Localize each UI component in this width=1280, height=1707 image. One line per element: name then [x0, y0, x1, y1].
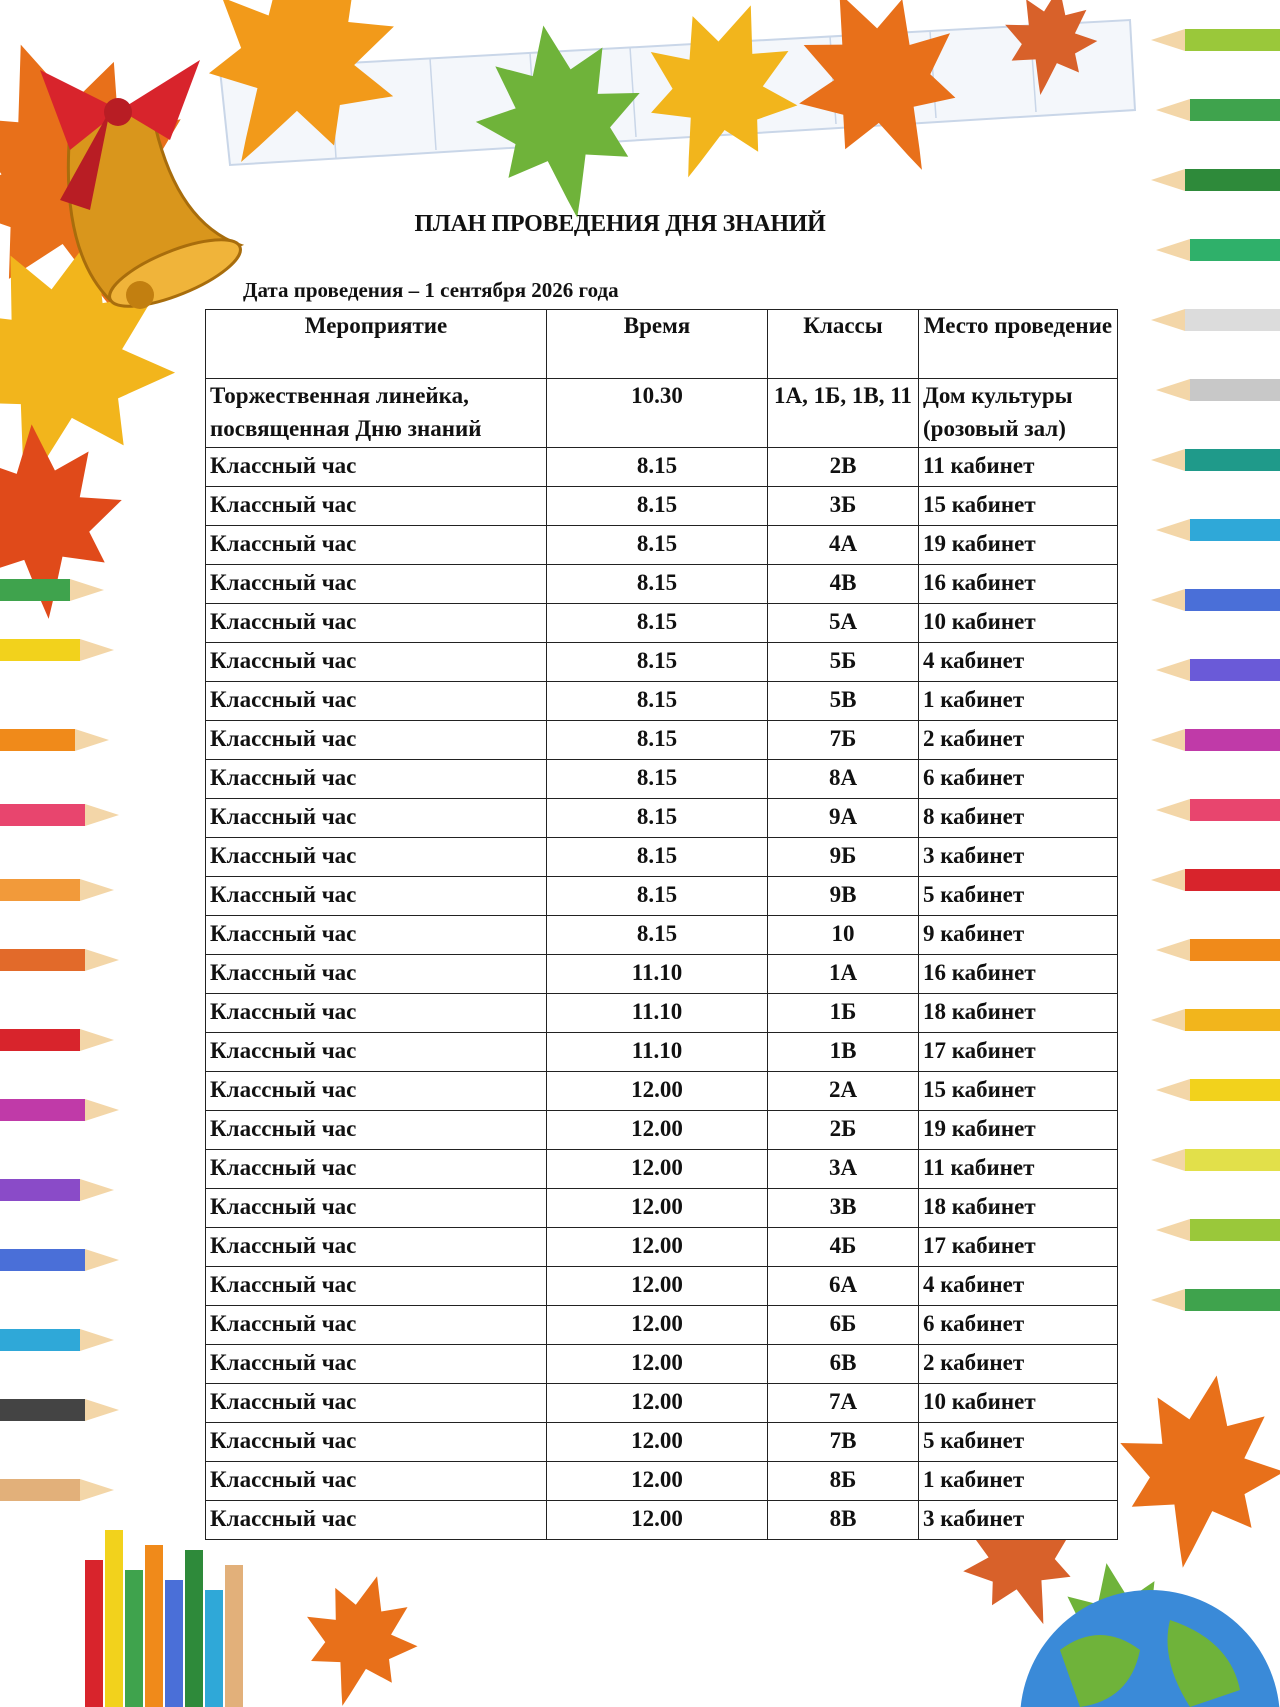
cell-event: Торжественная линейка, посвященная Дню знаний — [206, 379, 547, 448]
cell-classes: 2В — [768, 448, 919, 487]
cell-event: Классный час — [206, 1228, 547, 1267]
cell-place: 10 кабинет — [919, 604, 1118, 643]
cell-place: 19 кабинет — [919, 1111, 1118, 1150]
cell-time: 8.15 — [547, 526, 768, 565]
table-row — [206, 682, 1118, 721]
cell-classes: 2А — [768, 1072, 919, 1111]
cell-time: 11.10 — [547, 994, 768, 1033]
cell-classes: 8Б — [768, 1462, 919, 1501]
table-row — [206, 448, 1118, 487]
cell-classes: 5Б — [768, 643, 919, 682]
cell-place: 16 кабинет — [919, 955, 1118, 994]
cell-time: 8.15 — [547, 916, 768, 955]
table-row — [206, 1267, 1118, 1306]
cell-event: Классный час — [206, 526, 547, 565]
cell-classes: 3В — [768, 1189, 919, 1228]
cell-event: Классный час — [206, 1189, 547, 1228]
cell-place: 1 кабинет — [919, 1462, 1118, 1501]
table-row — [206, 1501, 1118, 1540]
table-row — [206, 643, 1118, 682]
cell-place: 6 кабинет — [919, 1306, 1118, 1345]
table-row — [206, 799, 1118, 838]
cell-time: 8.15 — [547, 877, 768, 916]
table-row — [206, 1150, 1118, 1189]
cell-classes: 2Б — [768, 1111, 919, 1150]
table-row — [206, 994, 1118, 1033]
cell-place: 15 кабинет — [919, 1072, 1118, 1111]
cell-event: Классный час — [206, 1267, 547, 1306]
cell-event: Классный час — [206, 877, 547, 916]
cell-event: Классный час — [206, 1033, 547, 1072]
cell-place: 2 кабинет — [919, 1345, 1118, 1384]
cell-event: Классный час — [206, 916, 547, 955]
cell-place: 5 кабинет — [919, 1423, 1118, 1462]
event-date: Дата проведения – 1 сентября 2026 года — [243, 278, 619, 302]
cell-place: 3 кабинет — [919, 838, 1118, 877]
cell-event: Классный час — [206, 1306, 547, 1345]
cell-event: Классный час — [206, 604, 547, 643]
table-row — [206, 526, 1118, 565]
cell-classes: 9Б — [768, 838, 919, 877]
cell-time: 12.00 — [547, 1228, 768, 1267]
cell-time: 12.00 — [547, 1462, 768, 1501]
cell-place: 3 кабинет — [919, 1501, 1118, 1540]
cell-time: 12.00 — [547, 1267, 768, 1306]
cell-place: 11 кабинет — [919, 448, 1118, 487]
cell-place: 9 кабинет — [919, 916, 1118, 955]
table-row — [206, 1072, 1118, 1111]
cell-event: Классный час — [206, 487, 547, 526]
cell-time: 12.00 — [547, 1189, 768, 1228]
header-classes: Классы — [768, 310, 919, 379]
table-row — [206, 760, 1118, 799]
cell-classes: 6Б — [768, 1306, 919, 1345]
cell-classes: 7В — [768, 1423, 919, 1462]
cell-classes: 3А — [768, 1150, 919, 1189]
cell-classes: 4Б — [768, 1228, 919, 1267]
cell-place: 11 кабинет — [919, 1150, 1118, 1189]
table-row — [206, 1189, 1118, 1228]
schedule-table — [205, 309, 1118, 1540]
cell-time: 12.00 — [547, 1150, 768, 1189]
cell-event: Классный час — [206, 1150, 547, 1189]
cell-place: 1 кабинет — [919, 682, 1118, 721]
cell-time: 12.00 — [547, 1501, 768, 1540]
cell-time: 10.30 — [547, 379, 768, 448]
cell-time: 12.00 — [547, 1345, 768, 1384]
cell-event: Классный час — [206, 1423, 547, 1462]
cell-event: Классный час — [206, 721, 547, 760]
table-row — [206, 604, 1118, 643]
cell-event: Классный час — [206, 643, 547, 682]
table-row — [206, 1111, 1118, 1150]
cell-time: 12.00 — [547, 1423, 768, 1462]
cell-time: 12.00 — [547, 1111, 768, 1150]
cell-place: 17 кабинет — [919, 1228, 1118, 1267]
cell-time: 8.15 — [547, 565, 768, 604]
cell-place: 4 кабинет — [919, 1267, 1118, 1306]
cell-time: 8.15 — [547, 487, 768, 526]
cell-classes: 7Б — [768, 721, 919, 760]
header-event: Мероприятие — [206, 310, 547, 379]
cell-classes: 5В — [768, 682, 919, 721]
cell-event: Классный час — [206, 1072, 547, 1111]
globe-icon — [1020, 1590, 1280, 1707]
cell-place: 8 кабинет — [919, 799, 1118, 838]
table-row — [206, 565, 1118, 604]
table-row — [206, 1228, 1118, 1267]
cell-classes: 4В — [768, 565, 919, 604]
cell-classes: 3Б — [768, 487, 919, 526]
cell-place: 18 кабинет — [919, 1189, 1118, 1228]
cell-place: 17 кабинет — [919, 1033, 1118, 1072]
table-header-row — [206, 310, 1118, 379]
cell-classes: 9В — [768, 877, 919, 916]
cell-time: 12.00 — [547, 1384, 768, 1423]
cell-classes: 7А — [768, 1384, 919, 1423]
cell-classes: 5А — [768, 604, 919, 643]
cell-event: Классный час — [206, 682, 547, 721]
cell-classes: 6В — [768, 1345, 919, 1384]
table-row — [206, 487, 1118, 526]
cell-event: Классный час — [206, 1384, 547, 1423]
cell-place: 2 кабинет — [919, 721, 1118, 760]
pencil-icon — [0, 579, 119, 1501]
table-row — [206, 838, 1118, 877]
cell-classes: 6А — [768, 1267, 919, 1306]
cell-place: 16 кабинет — [919, 565, 1118, 604]
table-row — [206, 955, 1118, 994]
table-row — [206, 1033, 1118, 1072]
header-place: Место проведение — [919, 310, 1118, 379]
cell-time: 8.15 — [547, 682, 768, 721]
cell-event: Классный час — [206, 955, 547, 994]
table-row — [206, 1384, 1118, 1423]
cell-classes: 8В — [768, 1501, 919, 1540]
cell-event: Классный час — [206, 994, 547, 1033]
cell-event: Классный час — [206, 760, 547, 799]
cell-classes: 8А — [768, 760, 919, 799]
cell-place: Дом культуры (розовый зал) — [919, 379, 1118, 448]
cell-event: Классный час — [206, 448, 547, 487]
cell-time: 8.15 — [547, 721, 768, 760]
cell-classes: 1А, 1Б, 1В, 11 — [768, 379, 919, 448]
cell-place: 18 кабинет — [919, 994, 1118, 1033]
table-row — [206, 877, 1118, 916]
cell-time: 8.15 — [547, 838, 768, 877]
cell-event: Классный час — [206, 838, 547, 877]
cell-time: 8.15 — [547, 643, 768, 682]
cell-event: Классный час — [206, 1111, 547, 1150]
table-row — [206, 1423, 1118, 1462]
cell-event: Классный час — [206, 565, 547, 604]
cell-classes: 1А — [768, 955, 919, 994]
cell-classes: 9А — [768, 799, 919, 838]
table-row — [206, 916, 1118, 955]
cell-classes: 4А — [768, 526, 919, 565]
page-title: ПЛАН ПРОВЕДЕНИЯ ДНЯ ЗНАНИЙ — [414, 211, 826, 237]
cell-time: 8.15 — [547, 799, 768, 838]
cell-place: 4 кабинет — [919, 643, 1118, 682]
cell-time: 11.10 — [547, 1033, 768, 1072]
table-row — [206, 379, 1118, 448]
cell-place: 6 кабинет — [919, 760, 1118, 799]
cell-classes: 1Б — [768, 994, 919, 1033]
table-row — [206, 1345, 1118, 1384]
table-row — [206, 721, 1118, 760]
cell-place: 15 кабинет — [919, 487, 1118, 526]
cell-place: 19 кабинет — [919, 526, 1118, 565]
cell-time: 12.00 — [547, 1072, 768, 1111]
cell-event: Классный час — [206, 1462, 547, 1501]
cell-time: 8.15 — [547, 760, 768, 799]
cell-classes: 1В — [768, 1033, 919, 1072]
pencil-cup — [85, 1530, 243, 1707]
cell-place: 5 кабинет — [919, 877, 1118, 916]
cell-event: Классный час — [206, 799, 547, 838]
cell-time: 8.15 — [547, 448, 768, 487]
cell-event: Классный час — [206, 1345, 547, 1384]
cell-time: 8.15 — [547, 604, 768, 643]
header-time: Время — [547, 310, 768, 379]
cell-time: 11.10 — [547, 955, 768, 994]
table-row — [206, 1306, 1118, 1345]
cell-place: 10 кабинет — [919, 1384, 1118, 1423]
cell-event: Классный час — [206, 1501, 547, 1540]
table-row — [206, 1462, 1118, 1501]
cell-classes: 10 — [768, 916, 919, 955]
cell-time: 12.00 — [547, 1306, 768, 1345]
